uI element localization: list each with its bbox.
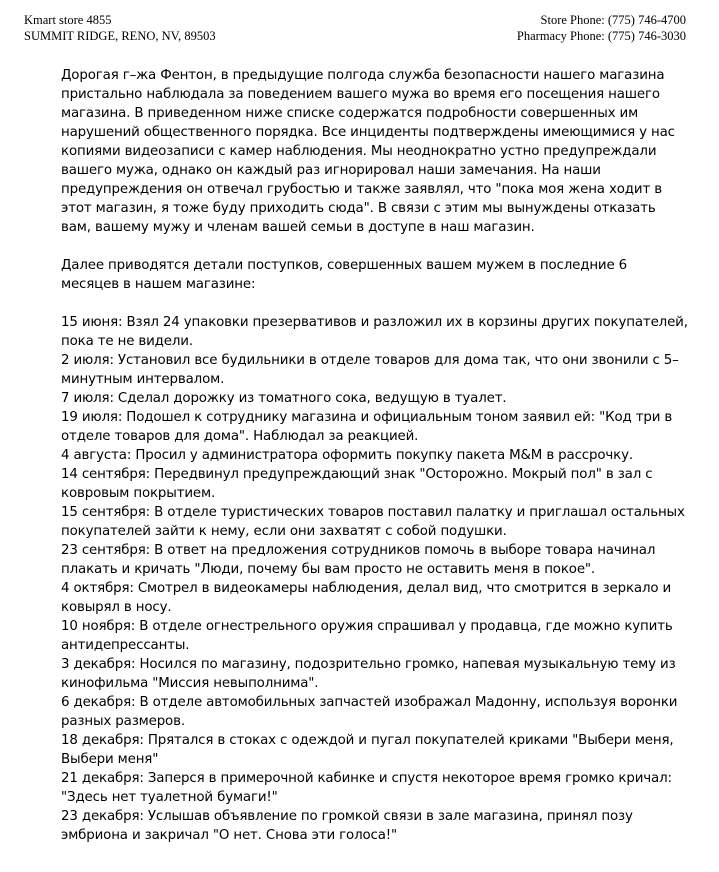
incident-item: 10 ноября: В отделе огнестрельного оружия спрашивал у продавца, где можно купить антидепрессанты. bbox=[61, 619, 673, 653]
incident-item: 15 сентября: В отделе туристических товаров поставил палатку и приглашал остальных покупателей зайти к нему, если они захватят с собой подушки. bbox=[61, 505, 685, 539]
incident-item: 3 декабря: Носился по магазину, подозрительно громко, напевая музыкальную тему из кинофильма "Миссия невыполнима". bbox=[61, 657, 676, 691]
incident-item: 4 октября: Смотрел в видеокамеры наблюдения, делал вид, что смотрится в зеркало и ковырял в носу. bbox=[61, 581, 672, 615]
incident-item: 21 декабря: Заперся в примерочной кабинке и спустя некоторое время громко кричал: "Здесь нет туалетной бумаги!" bbox=[61, 771, 672, 805]
letterhead bbox=[0, 0, 719, 50]
phone-info bbox=[517, 12, 686, 44]
incident-item: 14 сентября: Передвинул предупреждающий знак "Осторожно. Мокрый пол" в зал с ковровым покрытием. bbox=[61, 467, 653, 501]
incident-item: 15 июня: Взял 24 упаковки презервативов и разложил их в корзины других покупателей, пока те не видели. bbox=[61, 315, 688, 349]
store-name: Kmart store 4855 bbox=[24, 13, 112, 27]
pharmacy-phone: Pharmacy Phone: (775) 746-3030 bbox=[516, 29, 686, 43]
incident-item: 18 декабря: Прятался в стоках с одеждой и пугал покупателей криками "Выбери меня, Выбери меня" bbox=[61, 733, 674, 767]
intro-paragraph: Дорогая г–жа Фентон, в предыдущие полгода служба безопасности нашего магазина пристально наблюдала за поведением вашего мужа во время его посещения нашего магазина. В приведенном ниже списке содержатся подробности совершенных им нарушений общественного порядка. Все инциденты подтверждены имеющимися у нас копиями видеозаписи с камер наблюдения. Мы неоднократно устно предупреждали вашего мужа, однако он каждый раз игнорировал наши замечания. На наши предупреждения он отвечал грубостью и также заявлял, что "пока моя жена ходит в этот магазин, я тоже буду приходить сюда". В связи с этим мы вынуждены отказать вам, вашему мужу и членам вашей семьи в доступе в наш магазин. bbox=[61, 68, 675, 235]
incident-item: 7 июля: Сделал дорожку из томатного сока, ведущую в туалет. bbox=[61, 391, 507, 406]
incident-item: 19 июля: Подошел к сотруднику магазина и официальным тоном заявил ей: "Код три в отделе товаров для дома". Наблюдал за реакцией. bbox=[61, 410, 673, 444]
store-phone: Store Phone: (775) 746-4700 bbox=[540, 13, 686, 27]
incident-item: 2 июля: Установил все будильники в отделе товаров для дома так, что они звонили с 5–минутным интервалом. bbox=[61, 353, 679, 387]
incident-item: 23 сентября: В ответ на предложения сотрудников помочь в выборе товара начинал плакать и кричать "Люди, почему бы вам просто не оставить меня в покое". bbox=[61, 543, 656, 577]
store-info bbox=[24, 12, 216, 44]
store-address: SUMMIT RIDGE, RENO, NV, 89503 bbox=[24, 29, 216, 43]
incident-list bbox=[61, 313, 689, 845]
incident-item: 23 декабря: Услышав объявление по громкой связи в зале магазина, принял позу эмбриона и закричал "О нет. Снова эти голоса!" bbox=[61, 809, 633, 843]
letter-body bbox=[61, 66, 689, 845]
list-intro-paragraph: Далее приводятся детали поступков, совершенных вашем мужем в последние 6 месяцев в нашем магазине: bbox=[61, 258, 628, 292]
incident-item: 4 августа: Просил у администратора оформить покупку пакета M&M в рассрочку. bbox=[61, 448, 633, 463]
incident-item: 6 декабря: В отделе автомобильных запчастей изображал Мадонну, используя воронки разных размеров. bbox=[61, 695, 678, 729]
